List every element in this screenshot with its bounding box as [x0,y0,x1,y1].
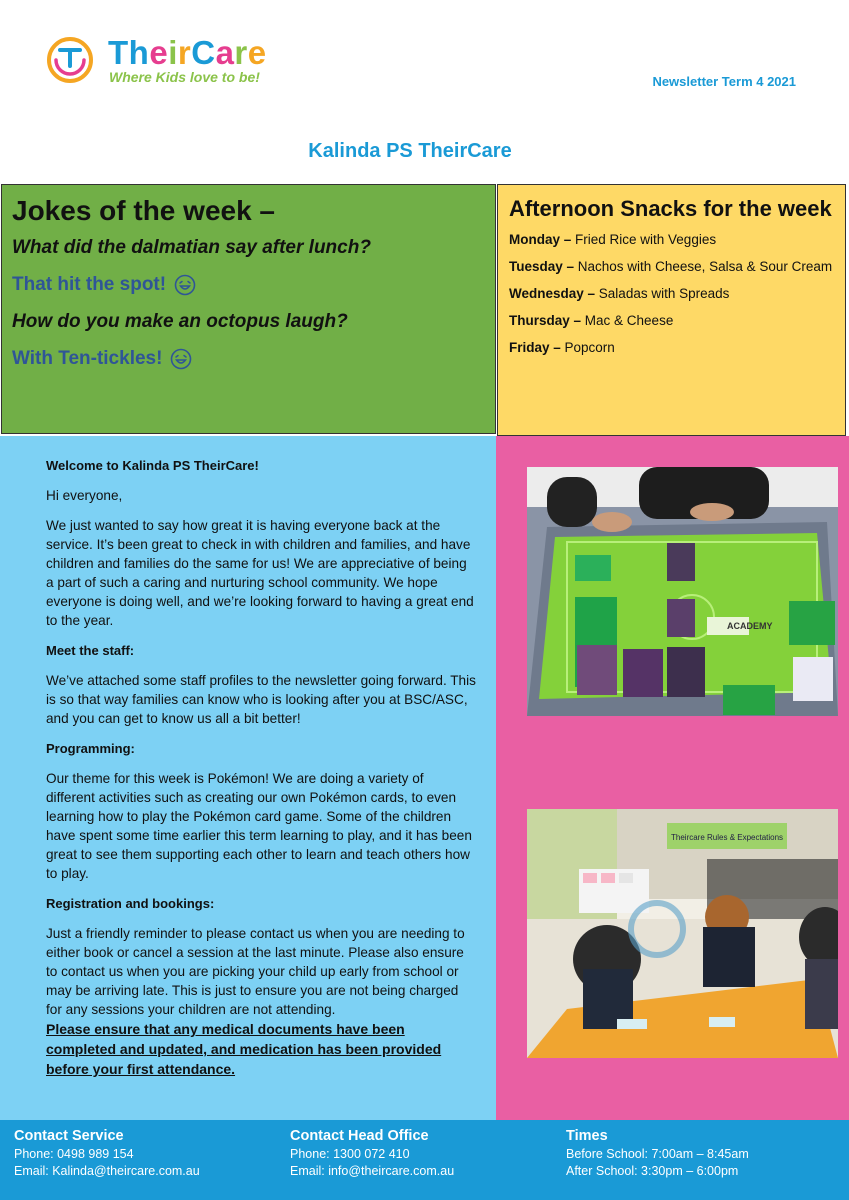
intro-paragraph: We just wanted to say how great it is having everyone back at the service. It’s been great to check in with children and families, and have children and families do the same for us! We are appreciative of being a part of such a caring and nurturing school community. We hope everyone is doing well, and we’re looking forward to having a great end to the year. [46,518,474,628]
snack-food: Nachos with Cheese, Salsa & Sour Cream [574,259,833,274]
snack-day: Thursday – [509,313,582,328]
joke-question-1: What did the dalmatian say after lunch? [12,237,371,258]
laughing-face-icon [170,348,192,370]
snack-food: Saladas with Spreads [595,286,730,301]
snack-food: Mac & Cheese [581,313,674,328]
staff-paragraph: We’ve attached some staff profiles to the newsletter going forward. This is so that way families can know who is looking after you at BSC/ASC, and you can get to know us all a bit better! [46,673,476,726]
joke-answer-2-text: With Ten-tickles! [12,348,163,369]
brand-letter: i [168,34,178,71]
brand-tagline: Where Kids love to be! [109,69,260,85]
medical-notice: Please ensure that any medical documents have been completed and updated, and medication has been provided before your first attendance. [46,1021,442,1077]
programming-paragraph: Our theme for this week is Pokémon! We are doing a variety of different activities such as creating our own Pokémon cards, to even learning how to play the Pokémon card game. Some of the children have spent some time earlier this term learning to play, and it has been great to see them supporting each other to learn and teach others how to play. [46,771,472,881]
registration-paragraph: Just a friendly reminder to please contact us when you are needing to either book or cancel a session at the last minute. Please also ensure to contact us when you are picking your child up early from school or may be arriving late. This is just to ensure you are not being charged for any sessions your children are not attending. [46,926,465,1017]
joke-answer-1-text: That hit the spot! [12,274,167,295]
theircare-logo [46,36,286,88]
brand-letter: C [191,34,216,71]
times-title: Times [566,1128,608,1144]
photo-sign-text: ACADEMY [727,621,773,631]
brand-letter: T [108,34,129,71]
snack-day: Tuesday – [509,259,575,274]
brand-letter: e [149,34,169,71]
main-content [0,436,496,1120]
newsletter-label: Newsletter Term 4 2021 [652,74,796,89]
snack-day: Friday – [509,340,561,355]
photo-column [496,436,849,1120]
snacks-panel [497,184,846,436]
brand-letter: r [234,34,248,71]
times-before-school: Before School: 7:00am – 8:45am [566,1147,749,1161]
contact-service [14,1128,200,1180]
snack-wednesday [509,284,834,304]
staff-heading: Meet the staff: [46,643,135,658]
brand-name [108,35,267,71]
children-playing-photo [527,809,838,1058]
snack-food: Fried Rice with Veggies [571,232,717,247]
snack-day: Wednesday – [509,286,596,301]
welcome-heading: Welcome to Kalinda PS TheirCare! [46,458,259,473]
photo-banner-text: Theircare Rules & Expectations [671,833,784,842]
jokes-title: Jokes of the week – [12,195,276,226]
snack-friday [509,338,834,358]
registration-heading: Registration and bookings: [46,896,215,911]
greeting: Hi everyone, [46,488,123,503]
contact-head-office [290,1128,454,1180]
brand-letter: h [128,34,150,71]
snack-day: Monday – [509,232,572,247]
logo-mark-icon [46,36,94,84]
joke-answer-2 [12,348,485,370]
contact-service-phone: Phone: 0498 989 154 [14,1147,134,1161]
programming-heading: Programming: [46,741,135,756]
brand-letter: a [215,34,235,71]
head-office-title: Contact Head Office [290,1128,429,1144]
head-office-phone: Phone: 1300 072 410 [290,1147,410,1161]
footer [0,1120,849,1200]
jokes-panel [1,184,496,434]
pokemon-card-game-photo [527,467,838,716]
snack-tuesday [509,257,834,277]
contact-service-email: Email: Kalinda@theircare.com.au [14,1164,200,1178]
contact-service-title: Contact Service [14,1128,124,1144]
snacks-title: Afternoon Snacks for the week [509,196,832,221]
joke-question-2: How do you make an octopus laugh? [12,311,348,332]
page-title: Kalinda PS TheirCare [308,140,512,162]
times-after-school: After School: 3:30pm – 6:00pm [566,1164,739,1178]
brand-letter: r [177,34,192,71]
service-times [566,1128,749,1180]
snack-food: Popcorn [560,340,615,355]
head-office-email: Email: info@theircare.com.au [290,1164,455,1178]
laughing-face-icon [174,274,196,296]
joke-answer-1 [12,274,485,296]
brand-letter: e [247,34,267,71]
snack-thursday [509,311,834,331]
snack-monday [509,230,834,250]
